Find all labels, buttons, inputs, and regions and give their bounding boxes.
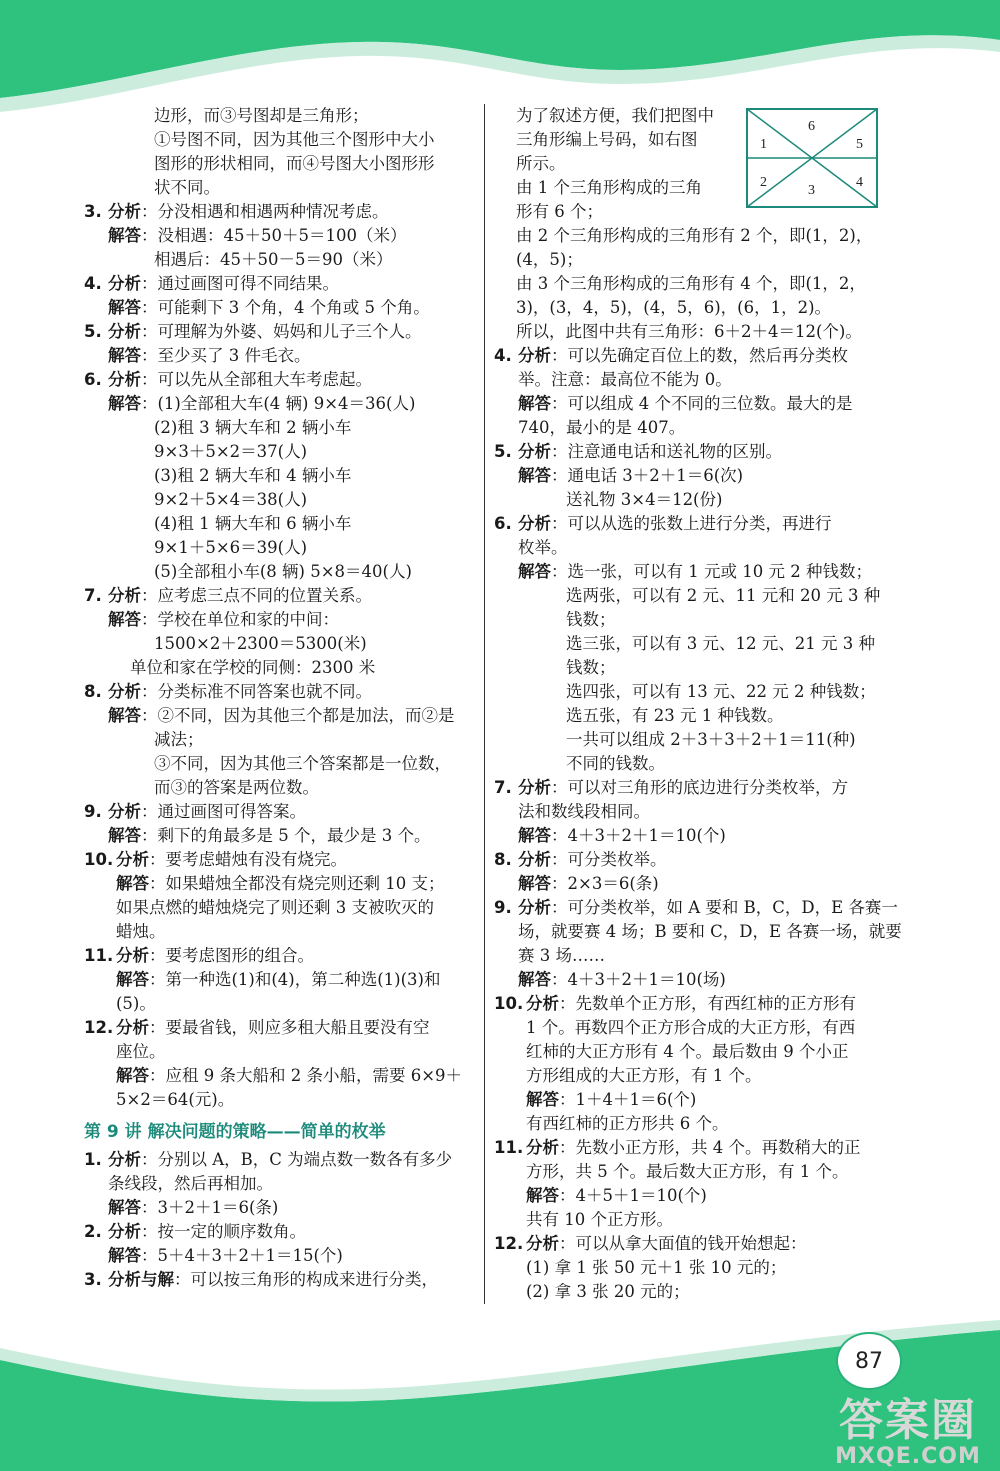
item-number: 11. xyxy=(84,946,114,965)
solution-text: ：如果蜡烛全都没有烧完则还剩 10 支； xyxy=(149,874,445,893)
analysis-label: 分析 xyxy=(108,322,141,341)
right-answer-6 xyxy=(494,512,886,776)
analysis-text: 红柿的大正方形有 4 个。最后数由 9 个小正 xyxy=(526,1042,849,1061)
analysis-label: 分析 xyxy=(518,898,551,917)
analysis-text: ：可分类枚举，如 A 要和 B，C，D，E 各赛一 xyxy=(551,898,898,917)
ch9-answer-3 xyxy=(84,1268,476,1292)
cont-line: 状不同。 xyxy=(154,178,220,197)
solution-label: 解答 xyxy=(518,562,551,581)
analysis-text: ：可以先确定百位上的数，然后再分类枚 xyxy=(551,346,848,365)
solution-label: 解答 xyxy=(526,1186,559,1205)
solution-text: ：至少买了 3 件毛衣。 xyxy=(141,346,311,365)
solution-label: 解答 xyxy=(108,1246,141,1265)
triangle-label-2: 2 xyxy=(760,175,767,190)
solution-text: (5)全部租小车(8 辆) 5×8＝40(人) xyxy=(154,562,412,581)
analysis-text: ：要最省钱，则应多租大船且要没有空 xyxy=(149,1018,430,1037)
intro-line: 所以，此图中共有三角形：6＋2＋4＝12(个)。 xyxy=(516,322,862,341)
intro-line: 为了叙述方便，我们把图中 xyxy=(516,106,714,125)
analysis-text: ：可以从拿大面值的钱开始想起： xyxy=(559,1234,807,1253)
intro-line: 由 1 个三角形构成的三角 xyxy=(516,178,702,197)
analysis-label: 分析 xyxy=(518,514,551,533)
answer-7 xyxy=(84,584,476,680)
analysis-text: ：要考虑图形的组合。 xyxy=(149,946,314,965)
triangle-label-6: 6 xyxy=(808,119,815,134)
ch9-answer-2 xyxy=(84,1220,476,1268)
triangle-label-4: 4 xyxy=(856,175,863,190)
left-column xyxy=(84,104,476,1292)
analysis-label: 分析 xyxy=(108,802,141,821)
analysis-label: 分析 xyxy=(518,850,551,869)
analysis-label: 分析 xyxy=(116,946,149,965)
intro-line: 三角形编上号码，如右图 xyxy=(516,130,698,149)
solution-label: 解答 xyxy=(116,1066,149,1085)
item-number: 6. xyxy=(494,514,512,533)
analysis-text: 座位。 xyxy=(116,1042,166,1061)
analysis-text: 枚举。 xyxy=(518,538,568,557)
analysis-text: (1) 拿 1 张 50 元＋1 张 10 元的； xyxy=(526,1258,787,1277)
analysis-text: ：分类标准不同答案也就不同。 xyxy=(141,682,372,701)
solution-text: 选四张，可以有 13 元、22 元 2 种钱数； xyxy=(566,682,876,701)
solution-text: ：5＋4＋3＋2＋1＝15(个) xyxy=(141,1246,343,1265)
analysis-text: ：可分类枚举。 xyxy=(551,850,667,869)
item-number: 4. xyxy=(84,274,102,293)
solution-label: 解答 xyxy=(116,970,149,989)
analysis-text: ：通过画图可得答案。 xyxy=(141,802,306,821)
item-number: 12. xyxy=(84,1018,114,1037)
analysis-label: 分析 xyxy=(526,994,559,1013)
analysis-label: 分析 xyxy=(116,1018,149,1037)
item-number: 5. xyxy=(494,442,512,461)
analysis-text: ：按一定的顺序数角。 xyxy=(141,1222,306,1241)
solution-text: 选五张，有 23 元 1 种钱数。 xyxy=(566,706,784,725)
ch9-answer-1 xyxy=(84,1148,476,1220)
solution-label: 解答 xyxy=(108,706,141,725)
analysis-label: 分析 xyxy=(526,1138,559,1157)
solution-text: 送礼物 3×4＝12(份) xyxy=(566,490,723,509)
analysis-label: 分析 xyxy=(518,778,551,797)
solution-label: 解答 xyxy=(518,874,551,893)
analysis-text: (2) 拿 3 张 20 元的； xyxy=(526,1282,690,1301)
analysis-text: 条线段，然后再相加。 xyxy=(108,1174,273,1193)
triangle-label-3: 3 xyxy=(808,183,815,198)
solution-text: 共有 10 个正方形。 xyxy=(526,1210,673,1229)
answer-12 xyxy=(84,1016,476,1112)
analysis-label: 分析 xyxy=(518,346,551,365)
chapter-heading: 第 9 讲 解决问题的策略——简单的枚举 xyxy=(84,1122,386,1142)
analysis-text: ：先数单个正方形，有西红柿的正方形有 xyxy=(559,994,856,1013)
solution-text: (3)租 2 辆大车和 4 辆小车 xyxy=(154,466,352,485)
solution-text: ：学校在单位和家的中间： xyxy=(141,610,339,629)
solution-text: ：应租 9 条大船和 2 条小船，需要 6×9＋ xyxy=(149,1066,463,1085)
solution-text: 5×2＝64(元)。 xyxy=(116,1090,235,1109)
cont-line: 图形的形状相同，而④号图大小图形形 xyxy=(154,154,435,173)
solution-text: 不同的钱数。 xyxy=(566,754,665,773)
right-column xyxy=(494,104,902,1304)
item-number: 12. xyxy=(494,1234,524,1253)
solution-label: 解答 xyxy=(518,826,551,845)
solution-text: 如果点燃的蜡烛烧完了则还剩 3 支被吹灭的 xyxy=(116,898,434,917)
solution-text: ：选一张，可以有 1 元或 10 元 2 种钱数； xyxy=(551,562,872,581)
solution-text: 选两张，可以有 2 元、11 元和 20 元 3 种 xyxy=(566,586,881,605)
analysis-label: 分析 xyxy=(518,442,551,461)
analysis-text: ：可以按三角形的构成来进行分类， xyxy=(174,1270,438,1289)
solution-text: (4)租 1 辆大车和 6 辆小车 xyxy=(154,514,352,533)
solution-label: 解答 xyxy=(518,466,551,485)
analysis-text: ：可以从选的张数上进行分类，再进行 xyxy=(551,514,832,533)
solution-text: ：剩下的角最多是 5 个，最少是 3 个。 xyxy=(141,826,431,845)
right-answer-8 xyxy=(494,848,886,896)
solution-text: 相遇后：45＋50－5＝90（米） xyxy=(154,250,393,269)
column-divider xyxy=(484,104,485,1304)
analysis-text: ：可以对三角形的底边进行分类枚举，方 xyxy=(551,778,848,797)
analysis-text: ：可以先从全部租大车考虑起。 xyxy=(141,370,372,389)
analysis-text: 法和数线段相同。 xyxy=(518,802,650,821)
analysis-text: 赛 3 场…… xyxy=(518,946,605,965)
solution-text: ：(1)全部租大车(4 辆) 9×4＝36(人) xyxy=(141,394,416,413)
analysis-text: ：先数小正方形，共 4 个。再数稍大的正 xyxy=(559,1138,861,1157)
solution-text: 而③的答案是两位数。 xyxy=(154,778,319,797)
answer-6 xyxy=(84,368,476,584)
solution-text: 钱数； xyxy=(566,658,616,677)
analysis-text: ：注意通电话和送礼物的区别。 xyxy=(551,442,782,461)
analysis-label: 分析 xyxy=(108,370,141,389)
solution-text: 740，最小的是 407。 xyxy=(518,418,686,437)
cont-line: 边形，而③号图却是三角形； xyxy=(154,106,369,125)
watermark-en: MXQE.COM xyxy=(835,1444,981,1469)
solution-text: 选三张，可以有 3 元、12 元、21 元 3 种 xyxy=(566,634,875,653)
solution-text: ：没相遇：45＋50＋5＝100（米） xyxy=(141,226,407,245)
intro-line: 形有 6 个； xyxy=(516,202,603,221)
solution-label: 解答 xyxy=(518,970,551,989)
solution-text: ：4＋3＋2＋1＝10(场) xyxy=(551,970,726,989)
analysis-label: 分析 xyxy=(108,682,141,701)
solution-text: 一共可以组成 2＋3＋3＋2＋1＝11(种) xyxy=(566,730,856,749)
solution-text: ：通电话 3＋2＋1＝6(次) xyxy=(551,466,744,485)
solution-text: ：第一种选(1)和(4)，第二种选(1)(3)和 xyxy=(149,970,441,989)
intro-line: 所示。 xyxy=(516,154,566,173)
right-answer-7 xyxy=(494,776,886,848)
right-answer-9 xyxy=(494,896,902,992)
analysis-text: ：可理解为外婆、妈妈和儿子三个人。 xyxy=(141,322,422,341)
analysis-text: 场，就要赛 4 场；B 要和 C，D，E 各赛一场，就要 xyxy=(518,922,902,941)
right-answer-4 xyxy=(494,344,886,440)
solution-text: (5)。 xyxy=(116,994,156,1013)
solution-text: 钱数； xyxy=(566,610,616,629)
item-number: 5. xyxy=(84,322,102,341)
solution-label: 解答 xyxy=(108,346,141,365)
solution-text: 减法； xyxy=(154,730,204,749)
item-number: 1. xyxy=(84,1150,102,1169)
item-number: 10. xyxy=(494,994,524,1013)
solution-text: ：3＋2＋1＝6(条) xyxy=(141,1198,279,1217)
analysis-label: 分析 xyxy=(108,1150,141,1169)
analysis-text: ：分没相遇和相遇两种情况考虑。 xyxy=(141,202,389,221)
solution-text: ：可以组成 4 个不同的三位数。最大的是 xyxy=(551,394,853,413)
solution-label: 解答 xyxy=(116,874,149,893)
answer-11 xyxy=(84,944,476,1016)
intro-line: 由 2 个三角形构成的三角形有 2 个，即(1，2)， xyxy=(516,226,873,245)
triangle-figure xyxy=(746,108,878,215)
watermark-cn: 答案圈 xyxy=(839,1395,977,1446)
solution-text: ：可能剩下 3 个角，4 个角或 5 个角。 xyxy=(141,298,430,317)
right-answer-5 xyxy=(494,440,886,512)
solution-label: 解答 xyxy=(108,298,141,317)
analysis-text: 方形，共 5 个。最后数大正方形，有 1 个。 xyxy=(526,1162,849,1181)
analysis-label: 分析 xyxy=(108,274,141,293)
cont-line: ①号图不同，因为其他三个图形中大小 xyxy=(154,130,435,149)
analysis-label: 分析 xyxy=(526,1234,559,1253)
solution-label: 解答 xyxy=(108,610,141,629)
item-number: 10. xyxy=(84,850,114,869)
intro-line: 由 3 个三角形构成的三角形有 4 个，即(1，2， xyxy=(516,274,866,293)
item-number: 4. xyxy=(494,346,512,365)
triangle-label-5: 5 xyxy=(856,137,863,152)
right-answer-10 xyxy=(494,992,886,1136)
solution-label: 解答 xyxy=(526,1090,559,1109)
analysis-label: 分析 xyxy=(108,202,141,221)
solution-label: 解答 xyxy=(108,226,141,245)
analysis-text: 举。注意：最高位不能为 0。 xyxy=(518,370,732,389)
analysis-label: 分析 xyxy=(108,1222,141,1241)
answer-10 xyxy=(84,848,476,944)
item-number: 11. xyxy=(494,1138,524,1157)
watermark-logo xyxy=(822,1395,994,1469)
item-number: 2. xyxy=(84,1222,102,1241)
analysis-text: 1 个。再数四个正方形合成的大正方形，有西 xyxy=(526,1018,856,1037)
solution-text: 有西红柿的正方形共 6 个。 xyxy=(526,1114,729,1133)
analysis-label: 分析与解 xyxy=(108,1270,174,1289)
solution-label: 解答 xyxy=(108,394,141,413)
answer-8 xyxy=(84,680,476,800)
solution-text: 1500×2＋2300＝5300(米) xyxy=(154,634,367,653)
solution-text: 9×1＋5×6＝39(人) xyxy=(154,538,308,557)
solution-label: 解答 xyxy=(518,394,551,413)
solution-text: ：②不同，因为其他三个都是加法，而②是 xyxy=(141,706,455,725)
item-number: 8. xyxy=(494,850,512,869)
page-number: 87 xyxy=(836,1332,902,1390)
solution-text: 蜡烛。 xyxy=(116,922,166,941)
analysis-text: ：分别以 A，B，C 为端点数一数各有多少 xyxy=(141,1150,453,1169)
right-answer-11 xyxy=(494,1136,886,1232)
intro-line: 3)，(3，4，5)，(4，5，6)，(6，1，2)。 xyxy=(516,298,832,317)
solution-text: ：4＋3＋2＋1＝10(个) xyxy=(551,826,726,845)
solution-text: ③不同，因为其他三个答案都是一位数， xyxy=(154,754,451,773)
analysis-label: 分析 xyxy=(108,586,141,605)
right-answer-12 xyxy=(494,1232,886,1304)
answer-5 xyxy=(84,320,476,368)
solution-text: 单位和家在学校的同侧：2300 米 xyxy=(130,658,376,677)
answer-9 xyxy=(84,800,476,848)
solution-text: (2)租 3 辆大车和 2 辆小车 xyxy=(154,418,352,437)
item-number: 9. xyxy=(84,802,102,821)
item-number: 7. xyxy=(84,586,102,605)
analysis-label: 分析 xyxy=(116,850,149,869)
item-number: 3. xyxy=(84,202,102,221)
answer-3 xyxy=(84,200,476,272)
analysis-text: ：通过画图可得不同结果。 xyxy=(141,274,339,293)
item-number: 9. xyxy=(494,898,512,917)
item-number: 7. xyxy=(494,778,512,797)
analysis-text: ：应考虑三点不同的位置关系。 xyxy=(141,586,372,605)
analysis-text: 方形组成的大正方形，有 1 个。 xyxy=(526,1066,762,1085)
item-number: 3. xyxy=(84,1270,102,1289)
solution-text: ：1＋4＋1＝6(个) xyxy=(559,1090,697,1109)
solution-label: 解答 xyxy=(108,1198,141,1217)
intro-line: (4，5)； xyxy=(516,250,583,269)
solution-label: 解答 xyxy=(108,826,141,845)
item-number: 6. xyxy=(84,370,102,389)
analysis-text: ：要考虑蜡烛有没有烧完。 xyxy=(149,850,347,869)
item-number: 8. xyxy=(84,682,102,701)
solution-text: ：2×3＝6(条) xyxy=(551,874,659,893)
triangle-label-1: 1 xyxy=(760,137,767,152)
solution-text: ：4＋5＋1＝10(个) xyxy=(559,1186,707,1205)
solution-text: 9×3＋5×2＝37(人) xyxy=(154,442,308,461)
solution-text: 9×2＋5×4＝38(人) xyxy=(154,490,308,509)
answer-4 xyxy=(84,272,476,320)
